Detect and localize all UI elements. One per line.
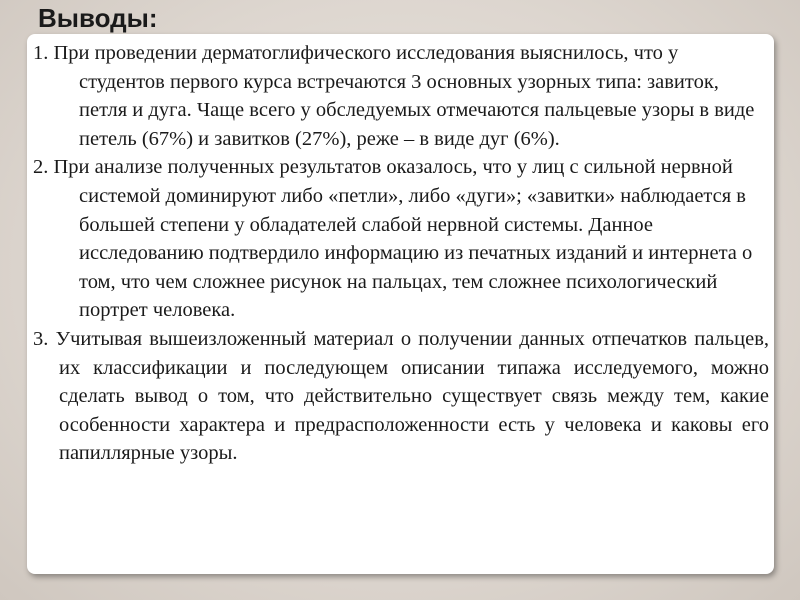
slide-title: Выводы: [38, 3, 158, 33]
conclusion-item-1: 1. При проведении дерматоглифического исследования выяснилось, что у студентов первого курса встречаются 3 основных узорных типа: завиток, петля и дуга. Чаще всего у обследуемых отмечаются пальцевые узоры в виде петель (67%) и завитков (27%), реже – в виде дуг (6%). [33, 42, 755, 150]
conclusion-item-3: 3. Учитывая вышеизложенный материал о получении данных отпечатков пальцев, их классификации и последующем описании типажа исследуемого, можно сделать вывод о том, что действительно существует связь между тем, какие особенности характера и предрасположенности есть у человека и каковы его папиллярные узоры. [33, 327, 769, 465]
conclusions-list [33, 39, 769, 468]
conclusion-item-2: 2. При анализе полученных результатов оказалось, что у лиц с сильной нервной системой доминируют либо «петли», либо «дуги»; «завитки» наблюдается в большей степени у обладателей слабой нервной системы. Данное исследованию подтвердило информацию из печатных изданий и интернета о том, что чем сложнее рисунок на пальцах, тем сложнее психологический портрет человека. [33, 156, 753, 322]
